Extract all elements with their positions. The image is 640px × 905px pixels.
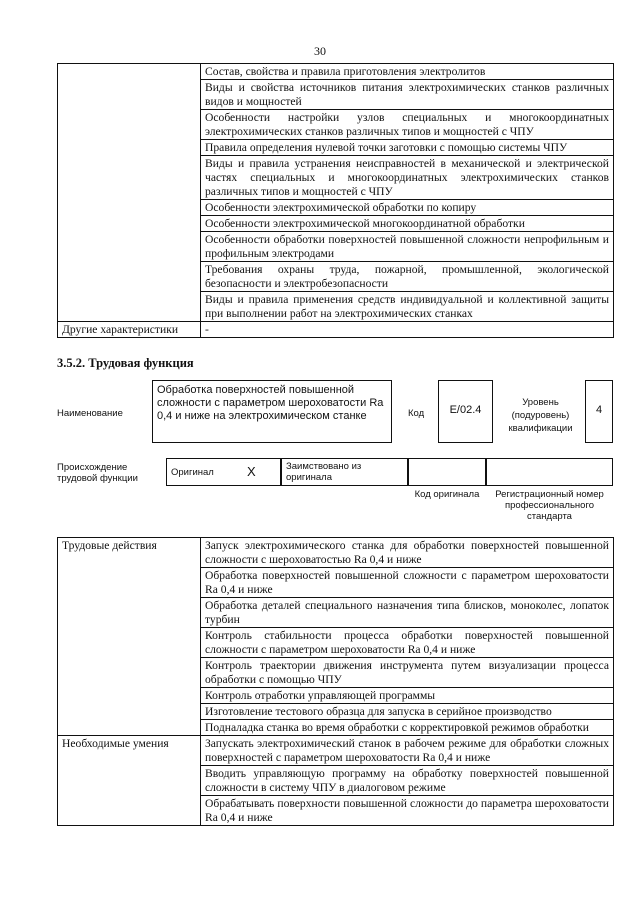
knowledge-item: Особенности электрохимической многокоординатной обработки xyxy=(201,216,614,232)
table-row xyxy=(58,64,614,80)
table-row xyxy=(58,736,614,766)
knowledge-item: Виды и правила применения средств индивидуальной и коллективной защиты при выполнении работ на электрохимических станках xyxy=(201,292,614,322)
origin-label: Происхождение трудовой функции xyxy=(57,462,138,484)
other-label: Другие характеристики xyxy=(58,322,201,338)
knowledge-item: Состав, свойства и правила приготовления электролитов xyxy=(201,64,614,80)
name-label: Наименование xyxy=(57,408,123,419)
borrowed-label: Заимствовано из оригинала xyxy=(286,461,362,483)
required-skill-label: Необходимые умения xyxy=(58,736,201,826)
reg-caption: Регистрационный номер профессионального стандарта xyxy=(495,489,604,522)
reg-number-box xyxy=(486,458,613,486)
function-name: Обработка поверхностей повышенной сложности с параметром шероховатости Ra 0,4 и ниже на электрохимическом станке xyxy=(157,384,384,422)
section-title: 3.5.2. Трудовая функция xyxy=(57,356,194,370)
knowledge-item: Правила определения нулевой точки заготовки с помощью системы ЧПУ xyxy=(201,140,614,156)
code-label: Код xyxy=(408,408,425,419)
other-value: - xyxy=(201,322,614,338)
labor-action-item: Контроль стабильности процесса обработки поверхностей повышенной сложности с параметром шероховатости Ra 0,4 и ниже xyxy=(201,628,614,658)
table-row xyxy=(58,322,614,338)
level-box xyxy=(585,380,613,443)
required-skill-item: Вводить управляющую программу на обработку поверхностей повышенной сложности в систему ЧПУ в диалоговом режиме xyxy=(201,766,614,796)
required-skill-item: Обрабатывать поверхности повышенной сложности до параметра шероховатости Ra 0,4 и ниже xyxy=(201,796,614,826)
original-code-box xyxy=(408,458,486,486)
knowledge-item: Особенности настройки узлов специальных и многокоординатных электрохимических станков различных типов и мощностей с ЧПУ xyxy=(201,110,614,140)
level-value: 4 xyxy=(595,404,603,416)
required-skill-item: Запускать электрохимический станок в рабочем режиме для обработки сложных поверхностей с параметром шероховатости Ra 0,4 и ниже xyxy=(201,736,614,766)
level-label: Уровень (подуровень) квалификации xyxy=(508,397,573,434)
name-box xyxy=(152,380,392,443)
labor-action-item: Контроль отработки управляющей программы xyxy=(201,688,614,704)
original-label: Оригинал xyxy=(171,467,214,478)
labor-action-item: Обработка поверхностей повышенной сложности с параметром шероховатости Ra 0,4 и ниже xyxy=(201,568,614,598)
knowledge-label-cell xyxy=(58,64,201,322)
labor-action-item: Подналадка станка во время обработки с корректировкой режимов обработки xyxy=(201,720,614,736)
code-value: E/02.4 xyxy=(449,404,482,416)
knowledge-table xyxy=(57,63,614,338)
original-mark: X xyxy=(247,464,256,479)
labor-action-item: Запуск электрохимического станка для обработки поверхностей повышенной сложности с шероховатостью Ra 0,4 и ниже xyxy=(201,538,614,568)
table-row xyxy=(58,538,614,568)
knowledge-item: Требования охраны труда, пожарной, промышленной, экологической безопасности и электробезопасности xyxy=(201,262,614,292)
labor-action-item: Изготовление тестового образца для запуска в серийное производство xyxy=(201,704,614,720)
original-box xyxy=(166,458,281,486)
knowledge-item: Особенности обработки поверхностей повышенной сложности непрофильным и профильным электродами xyxy=(201,232,614,262)
labor-action-item: Контроль траектории движения инструмента путем визуализации процесса обработки с помощью ЧПУ xyxy=(201,658,614,688)
labor-action-label: Трудовые действия xyxy=(58,538,201,736)
code-box xyxy=(438,380,493,443)
labor-action-item: Обработка деталей специального назначения типа блисков, моноколес, лопаток турбин xyxy=(201,598,614,628)
knowledge-item: Виды и правила устранения неисправностей в механической и электрической частях специальных и многокоординатных электрохимических станков различных типов и мощностей с ЧПУ xyxy=(201,156,614,200)
borrowed-box xyxy=(281,458,408,486)
knowledge-item: Виды и свойства источников питания электрохимических станков различных видов и мощностей xyxy=(201,80,614,110)
page-number: 30 xyxy=(314,44,326,58)
code-caption: Код оригинала xyxy=(414,489,480,500)
actions-table xyxy=(57,537,614,826)
knowledge-item: Особенности электрохимической обработки по копиру xyxy=(201,200,614,216)
